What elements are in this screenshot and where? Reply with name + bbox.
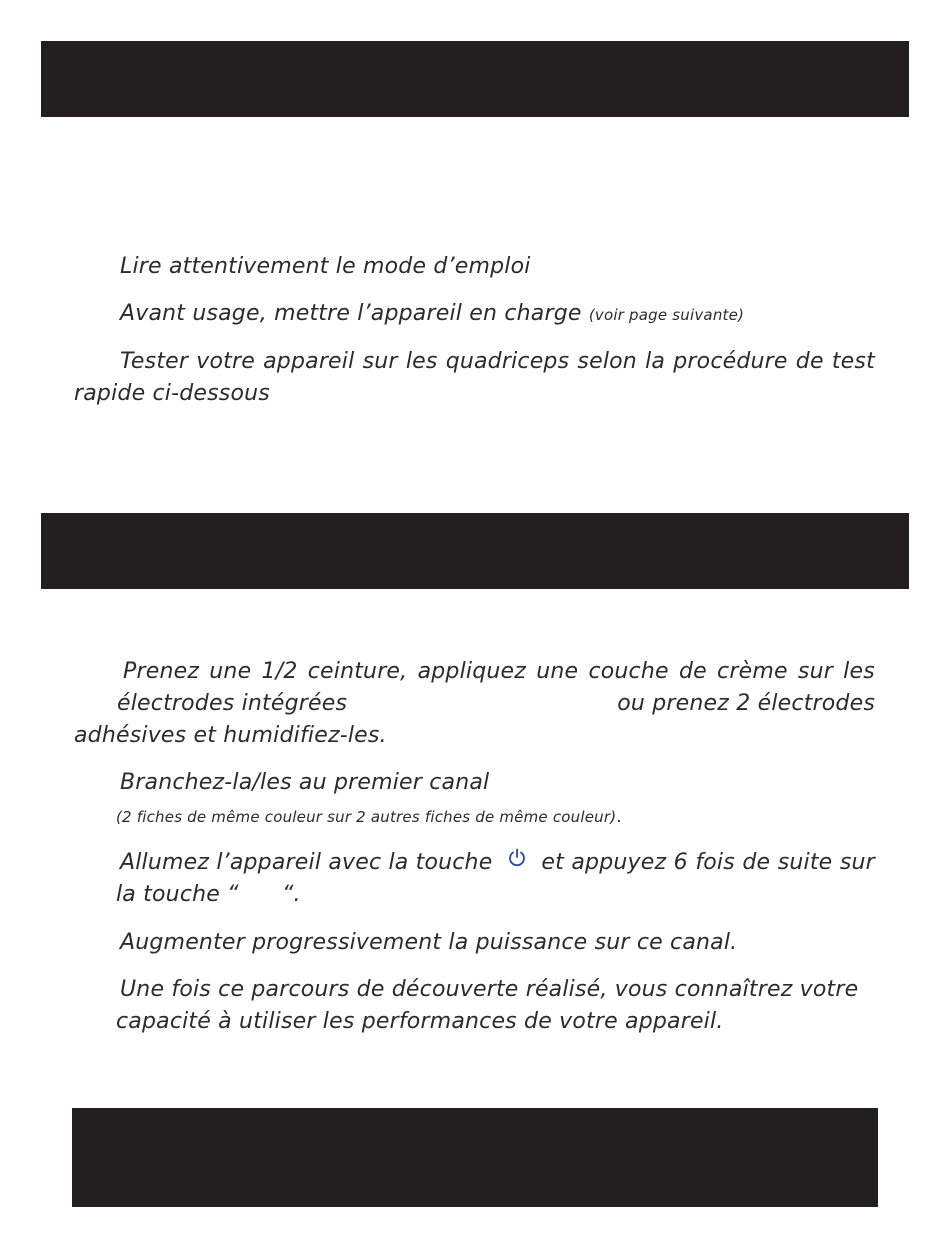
power-on-step-line-1: Allumez l’appareil avec la touche et appuyez 6 fois de suite sur [120, 847, 875, 879]
section-header-bar-1 [41, 41, 909, 117]
belt-step-line-1: Prenez une 1/2 ceinture, appliquez une couche de crème sur les [123, 659, 875, 684]
step-test-line-2: rapide ci-dessous [74, 381, 270, 406]
step-charge-device: Avant usage, mettre l’appareil en charge (voir page suivante) [120, 301, 745, 326]
connect-channel-note: (2 fiches de même couleur sur 2 autres fiches de même couleur). [116, 807, 622, 827]
connect-channel-step: Branchez-la/les au premier canal [120, 770, 490, 795]
discovery-step-line-1: Une fois ce parcours de découverte réalisé, vous connaîtrez votre [120, 977, 859, 1002]
step-charge-note: (voir page suivante) [588, 306, 745, 324]
step-test-line-1: Tester votre appareil sur les quadriceps selon la procédure de test [120, 349, 875, 374]
belt-step-line-3: adhésives et humidifiez-les. [74, 723, 387, 748]
power-icon [506, 847, 528, 869]
belt-step-line-2: électrodes intégrées ou prenez 2 électrodes [117, 691, 875, 716]
section-header-bar-3 [72, 1108, 878, 1207]
step-read-manual: Lire attentivement le mode d’emploi [120, 254, 531, 279]
increase-power-step: Augmenter progressivement la puissance sur ce canal. [120, 930, 738, 955]
power-on-step-line-2: la touche “ “. [116, 882, 301, 907]
section-header-bar-2 [41, 513, 909, 589]
discovery-step-line-2: capacité à utiliser les performances de votre appareil. [116, 1009, 724, 1034]
